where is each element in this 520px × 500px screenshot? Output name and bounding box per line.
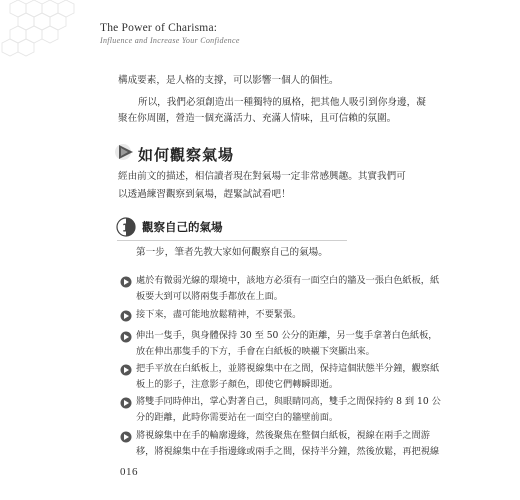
subsection-number: 1: [122, 221, 130, 235]
intro-line-1: 構成要素，是人格的支撐，可以影響一個人的個性。: [118, 75, 339, 86]
subsection-title: 觀察自己的氣場: [142, 220, 223, 234]
book-title: The Power of Charisma:: [100, 22, 218, 34]
step-1-line-2: 板要大到可以將兩隻手都放在上面。: [136, 291, 283, 302]
page-number: 016: [120, 466, 138, 478]
book-subtitle: Influence and Increase Your Confidence: [100, 36, 240, 45]
arrow-bullet-icon: [120, 276, 132, 288]
arrow-bullet-icon: [120, 364, 132, 376]
step-1-line-1: 處於有微弱光線的環境中，該地方必須有一面空白的牆及一張白色紙板，紙: [136, 275, 440, 286]
intro-line-3: 聚在你周圍，營造一個充滿活力、充滿人情味，且可信賴的氛圍。: [118, 113, 397, 124]
intro-line-2: 所以，我們必須創造出一種獨特的風格，把其他人吸引到你身邊，凝: [138, 97, 426, 108]
arrow-bullet-icon: [120, 331, 132, 343]
section-text-line-2: 以透過練習觀察到氣場，趕緊試試看吧！: [118, 189, 291, 200]
running-header: [0, 0, 520, 62]
step-4-line-1: 把手平放在白紙板上，並將視線集中在之間，保持這個狀態半分鐘，觀察紙: [136, 363, 440, 374]
step-2-line-1: 接下來，盡可能地放鬆精神，不要緊張。: [136, 309, 302, 320]
subsection-lead: 第一步，筆者先教大家如何觀察自己的氣場。: [136, 247, 328, 258]
arrow-bullet-icon: [120, 397, 132, 409]
step-5-line-1: 將雙手同時伸出，掌心對著自己，與眼睛同高，雙手之間保持約 8 到 10 公: [136, 396, 441, 407]
step-5-line-2: 分的距離，此時你需要站在一面空白的牆壁前面。: [136, 412, 339, 423]
subsection-divider: [117, 240, 347, 241]
step-3-line-1: 伸出一隻手，與身體保持 30 至 50 公分的距離，另一隻手拿著白色紙板，: [136, 330, 438, 341]
step-3-line-2: 放在伸出那隻手的下方，手會在白紙板的映襯下突顯出來。: [136, 346, 375, 357]
step-6-line-1: 將視線集中在手的輪廓邊緣，然後聚焦在整個白紙板，視線在兩手之間游: [136, 430, 430, 441]
arrow-bullet-icon: [120, 431, 132, 443]
play-arrow-icon: [114, 141, 136, 163]
section-title: 如何觀察氣場: [138, 146, 235, 164]
step-4-line-2: 板上的影子，注意影子顏色，即使它們轉瞬即逝。: [136, 379, 339, 390]
arrow-bullet-icon: [120, 310, 132, 322]
number-badge: [116, 217, 136, 237]
step-6-line-2: 移，將視線集中在手指邊緣或兩手之間，保持半分鐘，然後放鬆，再把視線: [136, 446, 440, 457]
section-text-line-1: 經由前文的描述，相信讀者現在對氣場一定非常感興趣。其實我們可: [118, 171, 406, 182]
